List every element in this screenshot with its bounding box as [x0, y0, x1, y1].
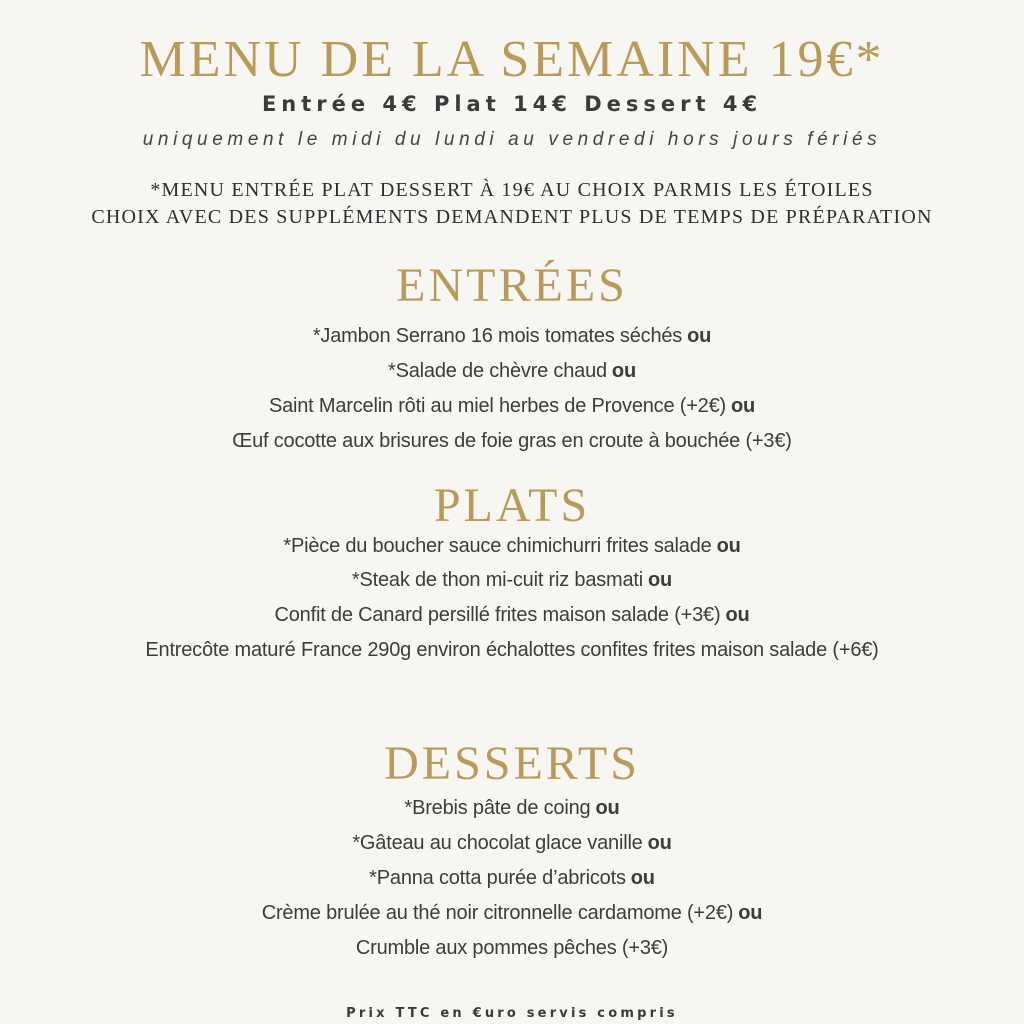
- menu-item: [0, 392, 1024, 420]
- menu-item: [0, 794, 1024, 822]
- item-text: *Gâteau au chocolat glace vanille: [352, 832, 643, 854]
- item-or: ou: [630, 867, 655, 889]
- item-text: Crumble aux pommes pêches (+3€): [355, 937, 669, 959]
- item-text: *Salade de chèvre chaud: [388, 360, 607, 382]
- item-or: ou: [595, 797, 620, 819]
- item-or: ou: [716, 535, 741, 557]
- item-text: Entrecôte maturé France 290g environ échalottes confites frites maison salade (+6€): [145, 639, 879, 661]
- item-or: ou: [738, 902, 763, 924]
- menu-item: [0, 829, 1024, 857]
- menu-item: [0, 427, 1024, 455]
- menu-item: [0, 601, 1024, 629]
- item-text: Crème brulée au thé noir citronnelle cardamome (+2€): [261, 902, 734, 924]
- menu-condition-note: *MENU ENTRÉE PLAT DESSERT À 19€ AU CHOIX PARMIS LES ÉTOILES: [150, 179, 874, 201]
- item-text: Confit de Canard persillé frites maison salade (+3€): [274, 604, 721, 626]
- menu-item: [0, 899, 1024, 927]
- menu-item: [0, 357, 1024, 385]
- item-or: ou: [731, 395, 756, 417]
- section-title-desserts: DESSERTS: [384, 737, 640, 790]
- menu-item: [0, 636, 1024, 664]
- menu-item: [0, 566, 1024, 594]
- item-or: ou: [648, 569, 673, 591]
- item-or: ou: [647, 832, 672, 854]
- item-text: *Pièce du boucher sauce chimichurri frites salade: [283, 535, 712, 557]
- menu-item: [0, 322, 1024, 350]
- section-title-plats: PLATS: [433, 479, 591, 532]
- item-text: *Brebis pâte de coing: [404, 797, 591, 819]
- item-text: *Panna cotta purée d’abricots: [369, 867, 626, 889]
- item-text: *Steak de thon mi-cuit riz basmati: [351, 569, 644, 591]
- item-text: Œuf cocotte aux brisures de foie gras en croute à bouchée (+3€): [232, 430, 792, 452]
- supplement-note: CHOIX AVEC DES SUPPLÉMENTS DEMANDENT PLUS DE TEMPS DE PRÉPARATION: [91, 206, 933, 228]
- item-text: Saint Marcelin rôti au miel herbes de Provence (+2€): [268, 395, 726, 417]
- availability-note: uniquement le midi du lundi au vendredi hors jours fériés: [142, 129, 882, 150]
- price-line: Entrée 4€ Plat 14€ Dessert 4€: [261, 92, 763, 116]
- menu-item: [0, 864, 1024, 892]
- menu-item: [0, 934, 1024, 962]
- menu-item: [0, 532, 1024, 560]
- item-or: ou: [725, 604, 750, 626]
- item-or: ou: [687, 325, 712, 347]
- item-or: ou: [611, 360, 636, 382]
- section-title-entrees: ENTRÉES: [396, 259, 628, 312]
- item-text: *Jambon Serrano 16 mois tomates séchés: [312, 325, 683, 347]
- price-footer: Prix TTC en €uro servis compris: [346, 1006, 678, 1021]
- menu-title: MENU DE LA SEMAINE 19€*: [139, 31, 885, 88]
